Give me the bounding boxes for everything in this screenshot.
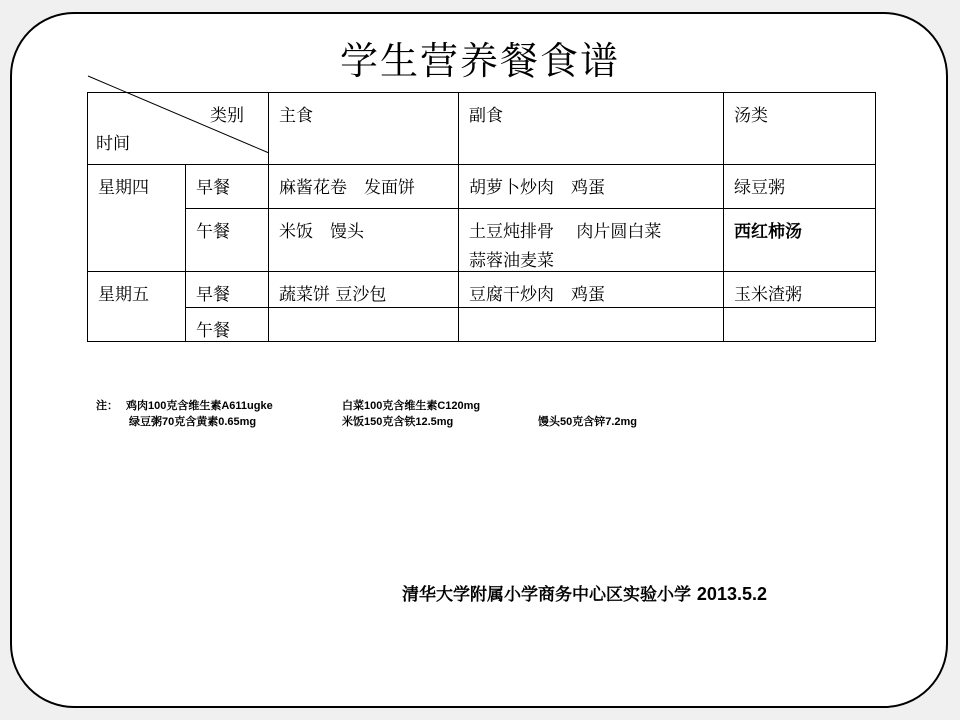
side-cell (459, 308, 724, 342)
meal-cell: 早餐 (186, 165, 269, 209)
soup-cell: 绿豆粥 (724, 165, 876, 209)
side-cell: 胡萝卜炒肉 鸡蛋 (459, 165, 724, 209)
menu-table (87, 92, 876, 342)
day-cell-thursday: 星期四 (88, 165, 186, 272)
main-cell: 米饭 馒头 (269, 209, 459, 272)
main-cell: 麻酱花卷 发面饼 (269, 165, 459, 209)
col-header-side: 副食 (459, 93, 724, 165)
note-text: 鸡肉100克含维生素A611ugke (126, 400, 273, 412)
table-row (88, 272, 876, 308)
meal-cell: 午餐 (186, 308, 269, 342)
side-cell (459, 209, 724, 272)
footer (402, 580, 767, 605)
category-label: 类别 (210, 106, 244, 126)
side-line: 蒜蓉油麦菜 (469, 251, 554, 271)
soup-cell: 西红柿汤 (724, 209, 876, 272)
note-text: 米饭150克含铁12.5mg (342, 416, 454, 428)
soup-cell: 玉米渣粥 (724, 272, 876, 308)
side-line: 土豆炖排骨 肉片圆白菜 (469, 222, 662, 242)
note-prefix: 注： (96, 400, 118, 412)
school-name: 清华大学附属小学商务中心区实验小学 (402, 585, 691, 605)
note-text: 白菜100克含维生素C120mg (342, 400, 481, 412)
footer-date: 2013.5.2 (696, 584, 767, 604)
meal-cell: 午餐 (186, 209, 269, 272)
note-text: 绿豆粥70克含黄素0.65mg (129, 416, 257, 428)
table-row (88, 308, 876, 342)
side-cell: 豆腐干炒肉 鸡蛋 (459, 272, 724, 308)
page-title: 学生营养餐食谱 (339, 39, 620, 83)
main-cell (269, 308, 459, 342)
meal-cell: 早餐 (186, 272, 269, 308)
col-header-soup: 汤类 (724, 93, 876, 165)
table-row (88, 209, 876, 272)
main-cell: 蔬菜饼 豆沙包 (269, 272, 459, 308)
time-label: 时间 (96, 134, 130, 154)
day-cell-friday: 星期五 (88, 272, 186, 342)
header-corner-cell (88, 93, 269, 165)
table-header-row (88, 93, 876, 165)
soup-cell (724, 308, 876, 342)
col-header-main: 主食 (269, 93, 459, 165)
table-row (88, 165, 876, 209)
note-text: 馒头50克含锌7.2mg (538, 416, 638, 428)
